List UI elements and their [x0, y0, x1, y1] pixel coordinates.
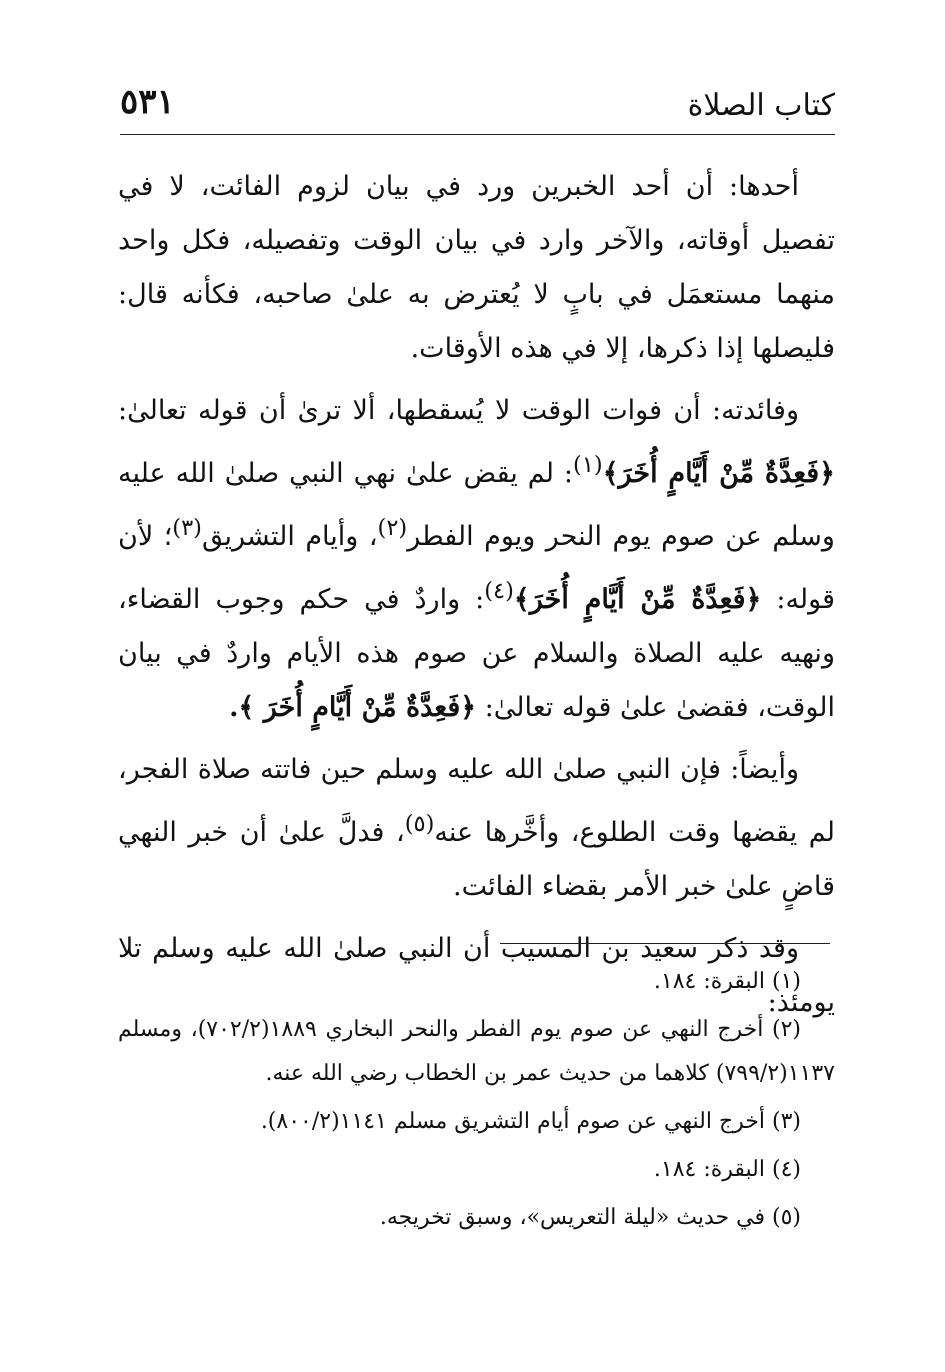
footnote-separator — [500, 943, 830, 944]
footnote-4: (٤) البقرة: ١٨٤. — [653, 1157, 801, 1182]
footnotes — [118, 960, 835, 1244]
running-header — [120, 78, 835, 135]
footnote-ref-4[interactable]: (٤) — [484, 578, 514, 604]
paragraph-3-text-b: ، فدلَّ علىٰ أن خبر النهي قاضٍ علىٰ خبر الأمر بقضاء الفائت. — [118, 817, 835, 902]
paragraph-2 — [118, 384, 835, 735]
paragraph-2-text-b: : لم يقض علىٰ نهي النبي صلىٰ الله عليه وسلم عن صوم يوم النحر ويوم الفطر — [118, 458, 835, 552]
book-title: كتاب الصلاة — [687, 88, 835, 123]
page-number: ٥٣١ — [120, 82, 175, 122]
footnote-5: (٥) في حديث «ليلة التعريس»، وسبق تخريجه. — [379, 1205, 801, 1230]
paragraph-3-text-a: وأيضاً: فإن النبي صلىٰ الله عليه وسلم حين فاتته صلاة الفجر، لم يقضها وقت الطلوع، وأخَّرها عنه — [118, 754, 835, 848]
paragraph-2-text-c: ، وأيام التشريق — [201, 521, 378, 552]
paragraph-2-text-e: : واردٌ في حكم وجوب القضاء، ونهيه عليه الصلاة والسلام عن صوم هذه الأيام واردٌ في بيان الوقت، فقضىٰ علىٰ قوله تعالىٰ: — [118, 584, 835, 723]
paragraph-2-text-a: وفائدته: أن فوات الوقت لا يُسقطها، ألا ترىٰ أن قوله تعالىٰ: — [118, 395, 799, 426]
paragraph-2-text-d: ؛ لأن قوله: — [118, 521, 836, 615]
main-text — [118, 160, 835, 1038]
footnote-ref-1[interactable]: (١) — [573, 452, 603, 478]
paragraph-4: وقد ذكر سعيد بن المسيب أن النبي صلىٰ الله عليه وسلم تلا يومئذ: — [118, 933, 835, 1018]
footnote-ref-3[interactable]: (٣) — [172, 515, 202, 541]
paragraph-3 — [118, 743, 835, 914]
quran-verse-2: ﴿فَعِدَّةٌ مِّنْ أَيَّامٍ أُخَرَ﴾ — [513, 584, 762, 615]
quran-verse-3: ﴿فَعِدَّةٌ مِّنْ أَيَّامٍ أُخَرَ ﴾. — [229, 692, 477, 723]
quran-verse-1: ﴿فَعِدَّةٌ مِّنْ أَيَّامٍ أُخَرَ﴾ — [602, 458, 836, 489]
footnote-3: (٣) أخرج النهي عن صوم أيام التشريق مسلم ١١٤١(٨٠٠/٢). — [260, 1109, 801, 1134]
footnote-1: (١) البقرة: ١٨٤. — [653, 969, 801, 994]
footnote-ref-2[interactable]: (٢) — [377, 515, 408, 541]
footnote-ref-5[interactable]: (٥) — [404, 811, 435, 837]
paragraph-1: أحدها: أن أحد الخبرين ورد في بيان لزوم الفائت، لا في تفصيل أوقاته، والآخر وارد في بيان الوقت وتفصيله، فكل واحد منهما مستعمَل في بابٍ لا يُعترض به علىٰ صاحبه، فكأنه قال: فليصلها إذا ذكرها، إلا في هذه الأوقات. — [118, 171, 835, 364]
footnote-2: (٢) أخرج النهي عن صوم يوم الفطر والنحر البخاري ١٨٨٩(٧٠٢/٢)، ومسلم ١١٣٧(٧٩٩/٢) كلاهما من حديث عمر بن الخطاب رضي الله عنه. — [118, 1017, 835, 1086]
